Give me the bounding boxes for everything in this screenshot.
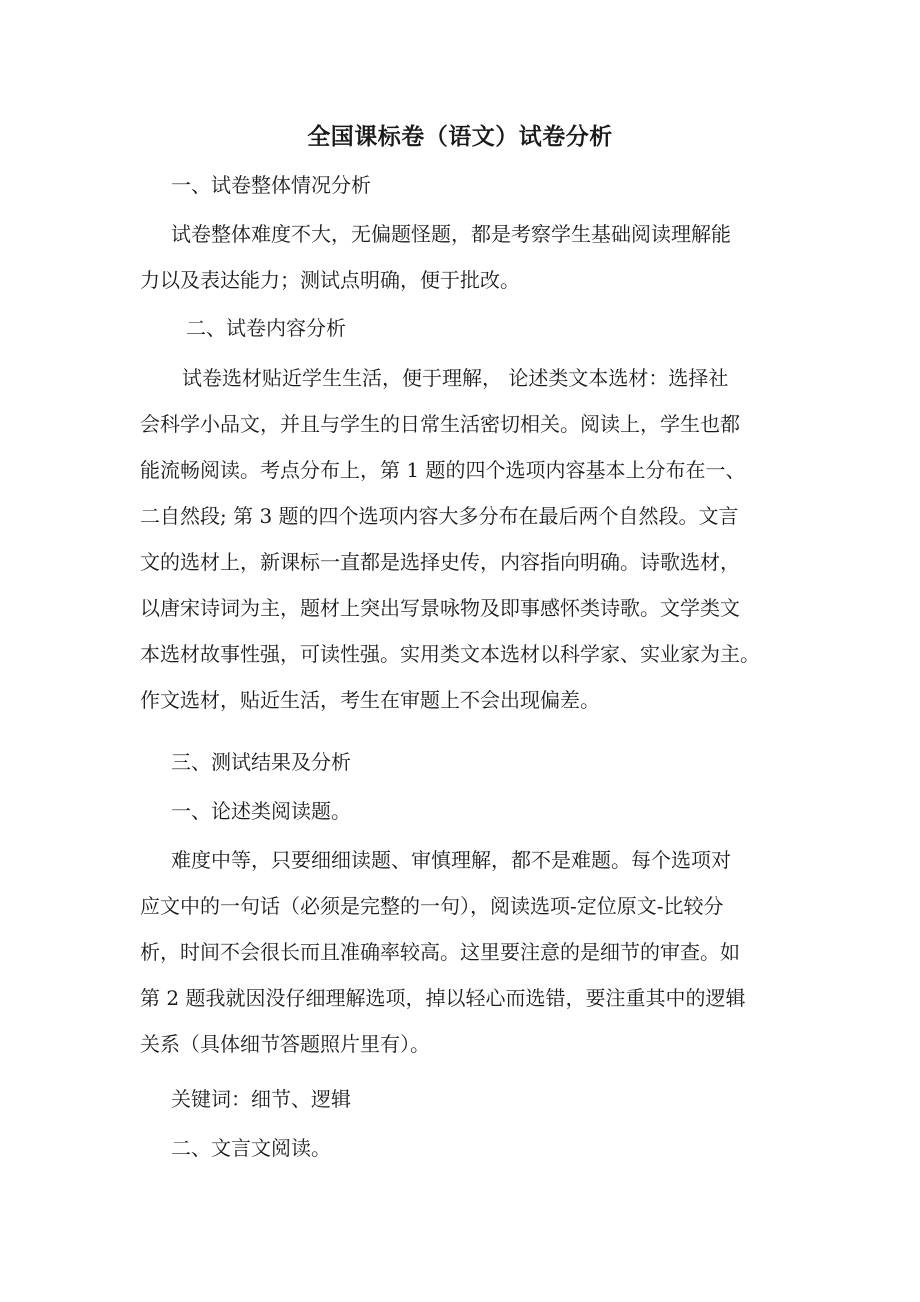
paragraph-line: 二自然段; 第 3 题的四个选项内容大多分布在最后两个自然段。文言 <box>140 504 739 528</box>
paragraph-line: 以唐宋诗词为主，题材上突出写景咏物及即事感怀类诗歌。文学类文 <box>140 596 740 620</box>
paragraph-line: 作文选材，贴近生活，考生在审题上不会出现偏差。 <box>140 688 600 712</box>
keywords-line: 关键词：细节、逻辑 <box>171 1087 351 1111</box>
paragraph-line: 本选材故事性强，可读性强。实用类文本选材以科学家、实业家为主。 <box>140 642 760 666</box>
paragraph-line: 难度中等，只要细细读题、审慎理解，都不是难题。每个选项对 <box>171 848 731 872</box>
section-3-heading: 三、测试结果及分析 <box>171 750 351 774</box>
paragraph-line: 试卷选材贴近学生生活，便于理解， 论述类文本选材：选择社 <box>182 366 729 390</box>
paragraph-line: 第 2 题我就因没仔细理解选项，掉以轻心而选错，要注重其中的逻辑 <box>140 986 746 1010</box>
paragraph-line: 应文中的一句话（必须是完整的一句），阅读选项-定位原文-比较分 <box>140 894 724 918</box>
section-2-heading: 二、试卷内容分析 <box>186 316 346 340</box>
section-1-heading: 一、试卷整体情况分析 <box>171 173 371 197</box>
paragraph-line: 文的选材上，新课标一直都是选择史传，内容指向明确。诗歌选材， <box>140 550 740 574</box>
document-title: 全国课标卷（语文）试卷分析 <box>307 123 613 150</box>
paragraph-line: 力以及表达能力；测试点明确，便于批改。 <box>140 268 520 292</box>
paragraph-line: 会科学小品文，并且与学生的日常生活密切相关。阅读上，学生也都 <box>140 412 740 436</box>
subsection-1-heading: 一、论述类阅读题。 <box>171 799 351 823</box>
subsection-1-paragraph <box>140 837 790 1067</box>
section-1-paragraph <box>140 211 790 303</box>
section-2-paragraph <box>140 355 790 723</box>
paragraph-line: 试卷整体难度不大，无偏题怪题，都是考察学生基础阅读理解能 <box>171 222 731 246</box>
paragraph-line: 析，时间不会很长而且准确率较高。这里要注意的是细节的审查。如 <box>140 940 740 964</box>
paragraph-line: 关系（具体细节答题照片里有）。 <box>140 1032 430 1056</box>
paragraph-line: 能流畅阅读。考点分布上，第 1 题的四个选项内容基本上分布在一、 <box>140 458 746 482</box>
subsection-2-heading: 二、文言文阅读。 <box>171 1136 331 1160</box>
